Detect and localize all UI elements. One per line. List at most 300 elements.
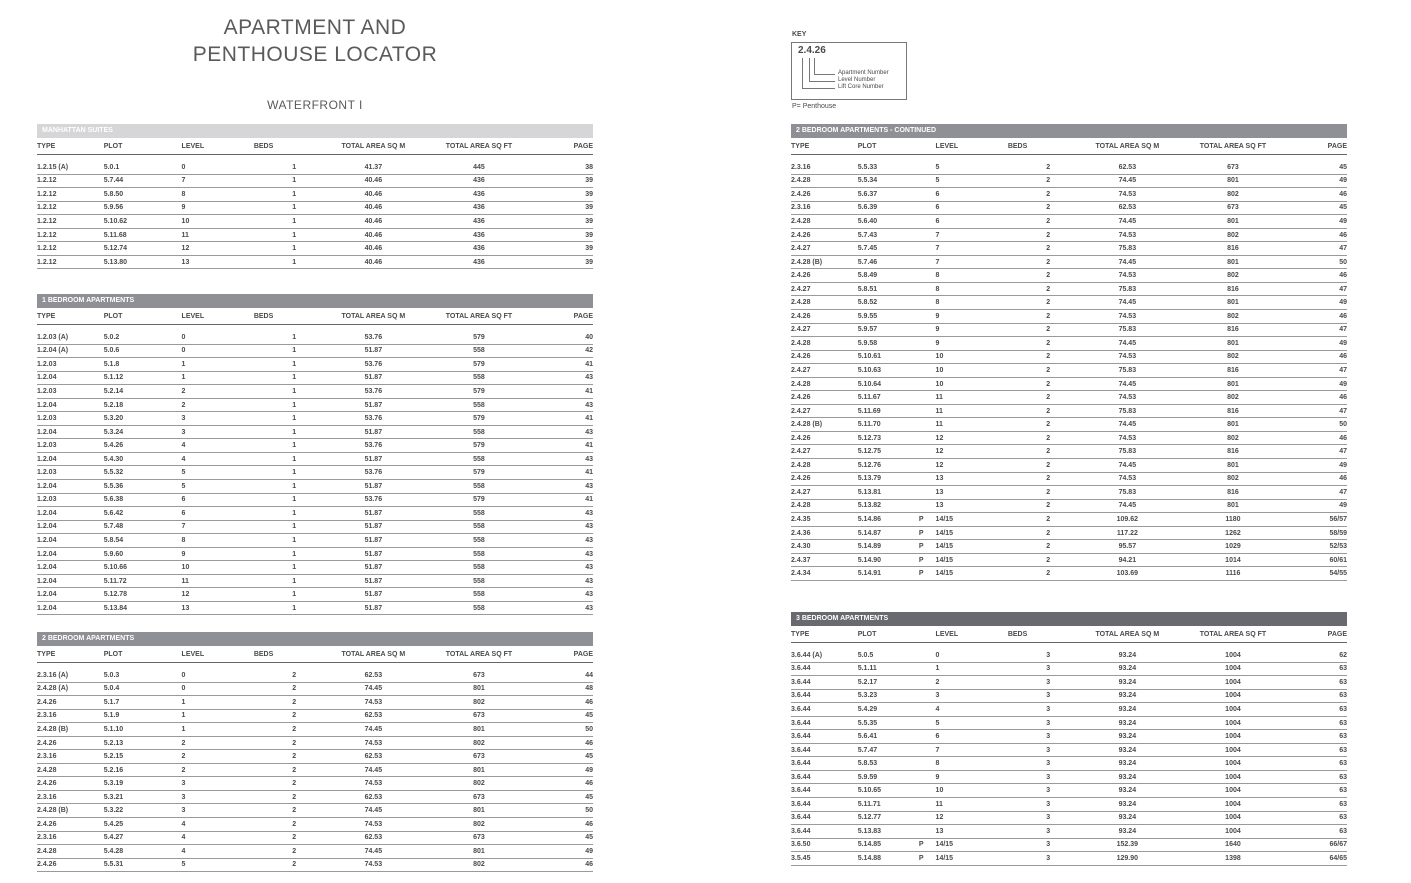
table-cell: 62.53: [1075, 201, 1181, 215]
table-cell: 51.87: [321, 588, 427, 602]
table-cell: P: [919, 567, 936, 581]
table-cell: P: [919, 526, 936, 540]
table-cell: 58/59: [1286, 526, 1347, 540]
table-cell: 3: [1008, 825, 1075, 839]
table-cell: 45: [532, 750, 593, 764]
table-cell: 74.45: [1075, 377, 1181, 391]
table-cell: 109.62: [1075, 513, 1181, 527]
table-cell: 5.8.50: [104, 188, 165, 202]
table-cell: 5.4.25: [104, 818, 165, 832]
table-cell: 5.14.88: [858, 852, 919, 866]
table-cell: 1.2.04: [37, 480, 104, 494]
table-cell: 5.10.62: [104, 215, 165, 229]
table-cell: 5.13.83: [858, 825, 919, 839]
table-cell: 801: [426, 723, 532, 737]
table-cell: 13: [936, 486, 1008, 500]
table-cell: 43: [532, 480, 593, 494]
table-row: [37, 228, 593, 242]
table-cell: 2.4.26: [791, 269, 858, 283]
table-cell: 2.4.27: [791, 282, 858, 296]
table-cell: 5.7.44: [104, 174, 165, 188]
table-cell: 5: [182, 480, 254, 494]
table-row: [791, 310, 1347, 324]
table-cell: 2: [1008, 486, 1075, 500]
table-cell: 14/15: [936, 540, 1008, 554]
table-row: [791, 282, 1347, 296]
table-cell: [919, 770, 936, 784]
table-cell: 2: [254, 818, 321, 832]
table-cell: 40.46: [321, 242, 427, 256]
table-cell: [919, 188, 936, 202]
table-cell: 9: [182, 201, 254, 215]
table-cell: 14/15: [936, 852, 1008, 866]
key-level-number: Level Number: [838, 77, 876, 83]
table-cell: 1004: [1180, 716, 1286, 730]
table-cell: 5.12.73: [858, 431, 919, 445]
table-cell: 3: [1008, 811, 1075, 825]
table-cell: [165, 682, 182, 696]
table-cell: 558: [426, 574, 532, 588]
table-cell: 93.24: [1075, 784, 1181, 798]
table-cell: 7: [936, 255, 1008, 269]
table-cell: 673: [1180, 161, 1286, 174]
table-cell: 13: [936, 825, 1008, 839]
table-cell: 802: [426, 696, 532, 710]
table-cell: 436: [426, 188, 532, 202]
table-cell: 816: [1180, 404, 1286, 418]
table-cell: P: [919, 553, 936, 567]
table-cell: 5.2.17: [858, 676, 919, 690]
table-cell: 1.2.04: [37, 425, 104, 439]
table-cell: 2.4.28 (B): [791, 418, 858, 432]
table-cell: [165, 736, 182, 750]
table-cell: 673: [426, 831, 532, 845]
table-row: [37, 174, 593, 188]
table-row: [791, 161, 1347, 174]
table-cell: 75.83: [1075, 242, 1181, 256]
table-cell: 42: [532, 344, 593, 358]
table-cell: 2: [1008, 391, 1075, 405]
table-cell: 1004: [1180, 649, 1286, 662]
table-cell: 45: [1286, 161, 1347, 174]
table-cell: 40.46: [321, 228, 427, 242]
table-cell: [919, 798, 936, 812]
table-cell: [165, 398, 182, 412]
table-cell: 0: [182, 682, 254, 696]
section-title: 2 BEDROOM APARTMENTS: [37, 632, 593, 646]
table-cell: 10: [182, 561, 254, 575]
table-cell: 2.4.28 (B): [37, 804, 104, 818]
table-cell: [919, 242, 936, 256]
table-cell: 2.4.26: [37, 858, 104, 872]
two-bedroom-continued-panel: [791, 124, 1347, 581]
table-cell: [165, 174, 182, 188]
table-cell: 5.1.9: [104, 709, 165, 723]
table-cell: 39: [532, 215, 593, 229]
table-cell: 2: [1008, 255, 1075, 269]
table-cell: 1.2.04: [37, 507, 104, 521]
table-row: [791, 499, 1347, 513]
column-header: LEVEL: [182, 646, 254, 663]
table-cell: [919, 282, 936, 296]
table-cell: 802: [1180, 228, 1286, 242]
table-cell: P: [919, 838, 936, 852]
table-cell: 14/15: [936, 526, 1008, 540]
table-cell: 12: [936, 811, 1008, 825]
table-cell: 49: [1286, 337, 1347, 351]
table-cell: 1.2.12: [37, 228, 104, 242]
table-cell: 5.8.52: [858, 296, 919, 310]
table-cell: 1: [254, 547, 321, 561]
table-row: [37, 669, 593, 682]
table-cell: 1: [254, 601, 321, 615]
column-header: TOTAL AREA SQ FT: [426, 646, 532, 663]
table-cell: 2: [1008, 188, 1075, 202]
table-row: [37, 831, 593, 845]
table-cell: [165, 439, 182, 453]
table-cell: 1640: [1180, 838, 1286, 852]
table-cell: 1: [254, 215, 321, 229]
column-header: TOTAL AREA SQ FT: [1180, 138, 1286, 155]
table-cell: 3: [936, 689, 1008, 703]
table-cell: 51.87: [321, 574, 427, 588]
table-cell: 40.46: [321, 201, 427, 215]
table-cell: 5.5.36: [104, 480, 165, 494]
apartment-table: [37, 138, 593, 269]
table-cell: 53.76: [321, 439, 427, 453]
table-cell: 2.4.27: [791, 486, 858, 500]
table-cell: 3: [1008, 838, 1075, 852]
table-cell: 49: [1286, 459, 1347, 473]
table-cell: 801: [1180, 337, 1286, 351]
table-cell: 45: [532, 831, 593, 845]
table-cell: 2: [1008, 161, 1075, 174]
table-cell: 801: [426, 682, 532, 696]
table-cell: 558: [426, 561, 532, 575]
table-cell: 74.53: [1075, 431, 1181, 445]
table-cell: 558: [426, 480, 532, 494]
table-cell: P: [919, 540, 936, 554]
table-cell: 9: [936, 323, 1008, 337]
table-cell: 816: [1180, 282, 1286, 296]
table-row: [37, 480, 593, 494]
table-cell: 9: [936, 310, 1008, 324]
table-cell: 93.24: [1075, 703, 1181, 717]
table-row: [37, 790, 593, 804]
table-cell: 1004: [1180, 743, 1286, 757]
table-cell: 74.45: [321, 845, 427, 859]
table-cell: 5.12.77: [858, 811, 919, 825]
table-cell: [165, 845, 182, 859]
table-cell: [165, 201, 182, 215]
table-cell: 2.4.28: [791, 377, 858, 391]
table-cell: 63: [1286, 703, 1347, 717]
table-cell: 45: [1286, 201, 1347, 215]
table-cell: 5.3.19: [104, 777, 165, 791]
table-cell: 4: [182, 439, 254, 453]
table-cell: [919, 472, 936, 486]
table-cell: 801: [426, 845, 532, 859]
table-cell: 5.12.75: [858, 445, 919, 459]
table-cell: 51.87: [321, 601, 427, 615]
table-cell: 1: [182, 709, 254, 723]
table-row: [37, 358, 593, 372]
table-cell: 5.0.3: [104, 669, 165, 682]
table-cell: 46: [1286, 431, 1347, 445]
table-row: [791, 798, 1347, 812]
table-cell: 816: [1180, 445, 1286, 459]
table-cell: 1014: [1180, 553, 1286, 567]
column-header-spacer: [919, 138, 936, 155]
table-cell: 802: [1180, 310, 1286, 324]
table-cell: 436: [426, 215, 532, 229]
table-cell: 2.4.26: [791, 350, 858, 364]
table-cell: 2: [1008, 201, 1075, 215]
table-row: [37, 750, 593, 764]
column-header-spacer: [165, 138, 182, 155]
table-cell: 579: [426, 466, 532, 480]
table-cell: 2.4.26: [37, 736, 104, 750]
column-header-spacer: [165, 646, 182, 663]
table-cell: 74.45: [1075, 499, 1181, 513]
table-cell: 1029: [1180, 540, 1286, 554]
table-cell: 2: [254, 845, 321, 859]
table-cell: [165, 425, 182, 439]
table-cell: 7: [182, 520, 254, 534]
table-cell: [919, 743, 936, 757]
table-cell: 802: [1180, 391, 1286, 405]
table-cell: 3.6.44: [791, 825, 858, 839]
table-cell: 5.9.55: [858, 310, 919, 324]
table-cell: 50: [532, 804, 593, 818]
table-cell: 62.53: [321, 709, 427, 723]
table-row: [791, 553, 1347, 567]
table-cell: 2.4.28: [791, 337, 858, 351]
table-cell: 41: [532, 466, 593, 480]
column-header: PAGE: [532, 138, 593, 155]
table-cell: 5.10.61: [858, 350, 919, 364]
table-cell: 436: [426, 255, 532, 269]
column-header: PLOT: [104, 308, 165, 325]
table-cell: 1004: [1180, 798, 1286, 812]
table-cell: 47: [1286, 445, 1347, 459]
table-cell: 8: [936, 296, 1008, 310]
table-cell: 45: [532, 790, 593, 804]
table-row: [791, 377, 1347, 391]
table-cell: 63: [1286, 730, 1347, 744]
table-cell: 50: [1286, 255, 1347, 269]
table-cell: 2: [1008, 567, 1075, 581]
column-header: TYPE: [791, 138, 858, 155]
table-cell: 579: [426, 439, 532, 453]
table-row: [37, 331, 593, 344]
key-diagram: [791, 42, 907, 100]
table-cell: 5.7.45: [858, 242, 919, 256]
table-cell: 10: [936, 364, 1008, 378]
table-cell: 558: [426, 344, 532, 358]
table-cell: 2.4.35: [791, 513, 858, 527]
table-cell: [165, 750, 182, 764]
table-cell: 2: [1008, 445, 1075, 459]
table-cell: 40.46: [321, 255, 427, 269]
table-cell: 3: [1008, 784, 1075, 798]
table-cell: [919, 730, 936, 744]
table-cell: 1: [254, 439, 321, 453]
table-cell: 1.2.04: [37, 547, 104, 561]
column-header: TOTAL AREA SQ M: [321, 646, 427, 663]
table-cell: 1: [254, 242, 321, 256]
table-cell: 3: [1008, 770, 1075, 784]
table-cell: 74.45: [321, 763, 427, 777]
column-header: PAGE: [532, 646, 593, 663]
table-cell: 1: [254, 188, 321, 202]
table-cell: [165, 412, 182, 426]
table-cell: 3.6.44: [791, 703, 858, 717]
table-cell: 93.24: [1075, 743, 1181, 757]
column-header: LEVEL: [182, 308, 254, 325]
column-header: BEDS: [1008, 626, 1075, 643]
table-cell: 46: [1286, 269, 1347, 283]
table-cell: 3.6.44 (A): [791, 649, 858, 662]
table-cell: 5.13.84: [104, 601, 165, 615]
table-cell: 5.3.21: [104, 790, 165, 804]
table-cell: 2: [1008, 404, 1075, 418]
table-cell: 1: [254, 412, 321, 426]
table-cell: [919, 716, 936, 730]
table-cell: 1004: [1180, 825, 1286, 839]
table-row: [791, 703, 1347, 717]
table-cell: [919, 364, 936, 378]
table-cell: 1.2.03: [37, 466, 104, 480]
table-cell: 801: [1180, 174, 1286, 188]
table-cell: [919, 269, 936, 283]
table-cell: 3.6.44: [791, 662, 858, 676]
table-cell: 43: [532, 398, 593, 412]
table-row: [791, 743, 1347, 757]
page-title-line1: APARTMENT AND: [223, 16, 407, 39]
table-cell: 74.53: [1075, 350, 1181, 364]
table-cell: 74.45: [1075, 418, 1181, 432]
table-cell: 802: [426, 736, 532, 750]
table-cell: 49: [1286, 296, 1347, 310]
table-cell: 801: [1180, 459, 1286, 473]
table-row: [791, 770, 1347, 784]
table-cell: 3.6.44: [791, 743, 858, 757]
table-cell: 5.6.40: [858, 215, 919, 229]
table-cell: 2.4.28: [791, 215, 858, 229]
table-cell: 802: [1180, 188, 1286, 202]
table-header-row: [37, 308, 593, 325]
table-row: [791, 228, 1347, 242]
table-cell: 51.87: [321, 561, 427, 575]
table-row: [791, 676, 1347, 690]
table-cell: 1.2.03 (A): [37, 331, 104, 344]
table-cell: 1: [254, 331, 321, 344]
table-cell: 2.4.26: [791, 310, 858, 324]
key-line-lift: [802, 58, 835, 89]
table-cell: 2: [1008, 215, 1075, 229]
table-row: [791, 296, 1347, 310]
table-cell: 5.0.1: [104, 161, 165, 174]
table-cell: 51.87: [321, 480, 427, 494]
table-cell: 103.69: [1075, 567, 1181, 581]
table-cell: 5.2.14: [104, 385, 165, 399]
table-cell: [165, 831, 182, 845]
table-cell: 558: [426, 398, 532, 412]
table-cell: 11: [936, 391, 1008, 405]
table-cell: 47: [1286, 323, 1347, 337]
table-row: [37, 188, 593, 202]
table-cell: 54/55: [1286, 567, 1347, 581]
table-cell: 802: [426, 858, 532, 872]
apartment-table: [791, 138, 1347, 581]
table-cell: 63: [1286, 743, 1347, 757]
table-cell: [919, 377, 936, 391]
table-cell: 5: [182, 466, 254, 480]
table-cell: 93.24: [1075, 649, 1181, 662]
table-cell: 6: [936, 188, 1008, 202]
table-cell: 39: [532, 188, 593, 202]
table-cell: 43: [532, 588, 593, 602]
table-cell: 558: [426, 452, 532, 466]
table-cell: 6: [936, 201, 1008, 215]
table-cell: 5.1.8: [104, 358, 165, 372]
table-row: [37, 520, 593, 534]
table-cell: 46: [532, 777, 593, 791]
table-cell: 9: [182, 547, 254, 561]
table-cell: 13: [182, 255, 254, 269]
table-cell: [919, 676, 936, 690]
table-cell: 51.87: [321, 507, 427, 521]
table-cell: 5.9.57: [858, 323, 919, 337]
table-cell: 3.6.44: [791, 811, 858, 825]
table-cell: 63: [1286, 689, 1347, 703]
table-cell: 75.83: [1075, 323, 1181, 337]
table-cell: [165, 466, 182, 480]
table-cell: 74.53: [321, 736, 427, 750]
table-cell: 117.22: [1075, 526, 1181, 540]
table-cell: 74.53: [1075, 391, 1181, 405]
table-cell: 7: [936, 242, 1008, 256]
table-cell: [165, 818, 182, 832]
table-cell: 801: [426, 804, 532, 818]
table-row: [37, 561, 593, 575]
table-cell: 673: [426, 709, 532, 723]
table-cell: 5.6.38: [104, 493, 165, 507]
table-cell: 558: [426, 371, 532, 385]
table-cell: P: [919, 513, 936, 527]
table-cell: 1.2.04 (A): [37, 344, 104, 358]
table-row: [791, 255, 1347, 269]
table-cell: 3: [1008, 743, 1075, 757]
column-header: TOTAL AREA SQ FT: [426, 138, 532, 155]
table-header-row: [37, 138, 593, 155]
table-cell: 5.12.76: [858, 459, 919, 473]
table-cell: 1: [182, 358, 254, 372]
table-cell: [919, 310, 936, 324]
table-row: [791, 486, 1347, 500]
table-cell: [165, 480, 182, 494]
table-cell: [165, 858, 182, 872]
table-cell: 3.6.44: [791, 689, 858, 703]
table-row: [37, 696, 593, 710]
table-cell: 47: [1286, 404, 1347, 418]
table-cell: [919, 323, 936, 337]
table-cell: 2.3.16: [37, 831, 104, 845]
table-cell: 49: [1286, 377, 1347, 391]
table-cell: 5.6.41: [858, 730, 919, 744]
table-cell: 12: [936, 431, 1008, 445]
